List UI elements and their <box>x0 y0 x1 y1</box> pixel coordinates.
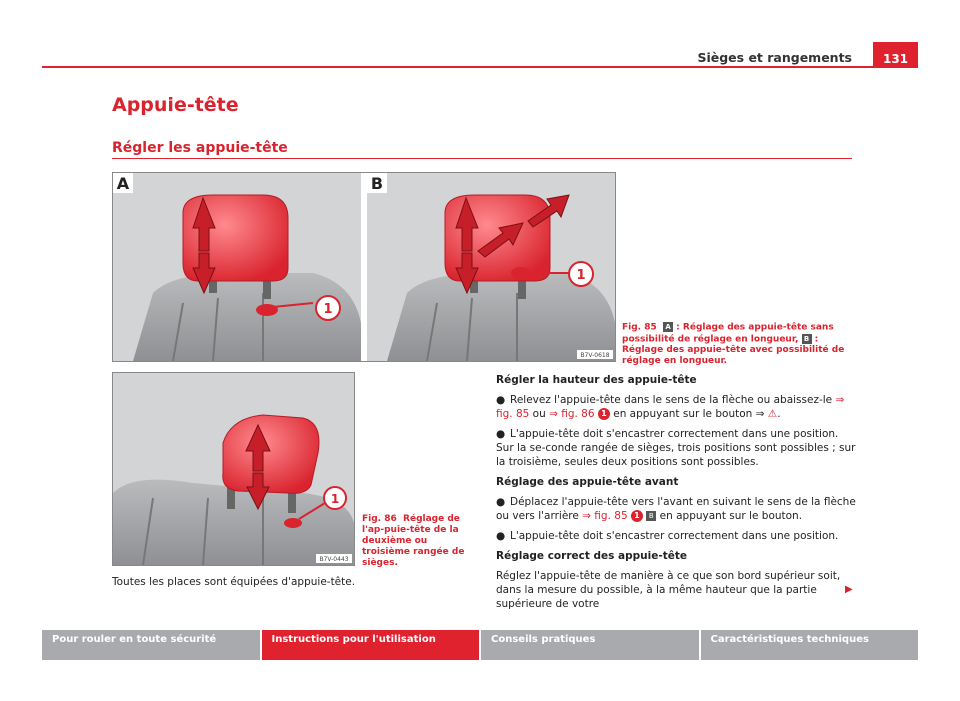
bullet-front-1 <box>496 495 856 523</box>
bullet-height-1 <box>496 393 856 421</box>
section-title: Sièges et rangements <box>697 50 852 65</box>
fig85-caption-text-1: : Réglage des appuie-tête sans possibilité de réglage en longueur, <box>622 322 834 344</box>
bullet-icon: ● <box>496 428 506 440</box>
page-title: Appuie-tête <box>112 94 239 116</box>
footer-nav <box>42 630 918 660</box>
fig85-callout-b: 1 <box>576 268 586 283</box>
correct-text: Réglez l'appuie-tête de manière à ce que son bord supérieur soit, dans la mesure du possible, à la même hauteur que la partie supérieure de votre <box>496 570 841 610</box>
section-correct-title: Réglage correct des appuie-tête <box>496 550 688 562</box>
warning-icon[interactable]: ⚠ <box>767 408 778 420</box>
fig85-callout-a: 1 <box>323 302 333 317</box>
subtitle-rule <box>112 158 852 159</box>
footer-tab-tips[interactable]: Conseils pratiques <box>481 630 699 660</box>
fig86-callout: 1 <box>330 492 340 506</box>
caption-b-icon: B <box>802 334 812 344</box>
ref-fig85-link[interactable]: ⇒ fig. 85 <box>496 394 845 420</box>
b-marker-icon: B <box>646 511 656 521</box>
fig86-code: B7V-0443 <box>319 556 349 563</box>
text: . <box>777 408 781 420</box>
footer-tab-specs[interactable]: Caractéristiques techniques <box>701 630 919 660</box>
ref-fig86-link[interactable]: ⇒ fig. 86 <box>549 408 595 420</box>
figure-86 <box>112 372 355 566</box>
fig85-code: B7V-0618 <box>580 352 610 359</box>
bullet-icon: ● <box>496 394 506 406</box>
section-height-title: Régler la hauteur des appuie-tête <box>496 374 697 386</box>
bullet-icon: ● <box>496 530 506 542</box>
section-front-title: Réglage des appuie-tête avant <box>496 476 679 488</box>
text: en appuyant sur le bouton ⇒ <box>609 408 768 420</box>
figure-86-caption <box>362 514 472 569</box>
text: L'appuie-tête doit s'encastrer correctement dans une position. <box>510 530 839 542</box>
ref-fig85-link[interactable]: ⇒ fig. 85 <box>582 510 628 522</box>
page-number: 131 <box>873 42 918 68</box>
bullet-front-2 <box>496 529 856 543</box>
callout-1-icon: 1 <box>631 510 643 522</box>
figure-85 <box>112 172 616 362</box>
section-subtitle: Régler les appuie-tête <box>112 140 288 156</box>
footer-tab-safety[interactable]: Pour rouler en toute sécurité <box>42 630 260 660</box>
fig85-caption-text-2: : Réglage des appuie-tête avec possibilité de réglage en longueur. <box>622 334 845 366</box>
callout-1-icon: 1 <box>598 408 610 420</box>
text: Relevez l'appuie-tête dans le sens de la flèche ou abaissez-le <box>510 394 836 406</box>
text: L'appuie-tête doit s'encastrer correctement dans une position. Sur la se-conde rangée de sièges, trois positions sont possibles ; sur la troisième, seules deux positions sont possibles. <box>496 428 856 468</box>
fig86-caption-text: Réglage de l'ap-puie-tête de la deuxième ou troisième rangée de sièges. <box>362 514 465 568</box>
bullet-icon: ● <box>496 496 506 508</box>
text: en appuyant sur le bouton. <box>656 510 803 522</box>
figure-85-caption <box>622 322 848 367</box>
continue-arrow-icon[interactable]: ▶ <box>845 584 853 595</box>
left-body-text: Toutes les places sont équipées d'appuie-tête. <box>112 576 356 588</box>
text: Déplacez l'appuie-tête vers l'avant en suivant le sens de la flèche ou vers l'arrière <box>496 496 856 522</box>
fig86-caption-number: Fig. 86 <box>362 514 397 524</box>
header-rule <box>42 66 918 68</box>
fig85-panel-b-label: B <box>370 174 384 193</box>
right-column <box>496 373 856 617</box>
fig85-panel-a-label: A <box>116 174 130 193</box>
caption-a-icon: A <box>663 322 673 332</box>
bullet-height-2 <box>496 427 856 469</box>
footer-tab-instructions[interactable]: Instructions pour l'utilisation <box>262 630 480 660</box>
text: ou <box>529 408 550 420</box>
fig85-caption-number: Fig. 85 <box>622 322 657 333</box>
